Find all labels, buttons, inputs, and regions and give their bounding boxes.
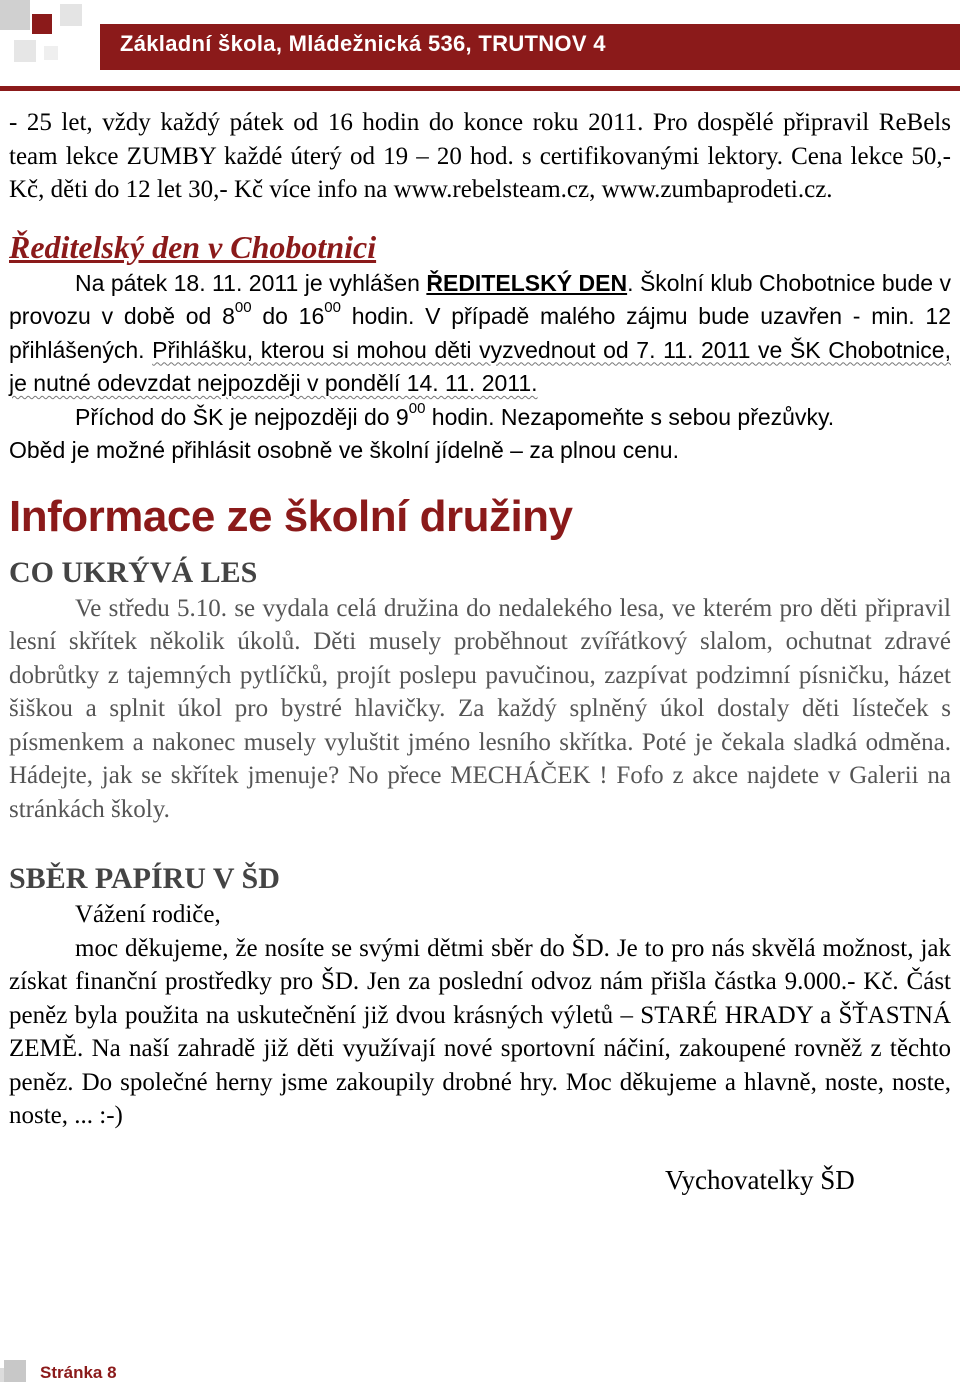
text-run: Příchod do ŠK je nejpozději do 9 <box>75 403 409 430</box>
papir-greeting: Vážení rodiče, <box>75 901 221 928</box>
header-decoration-square <box>0 0 30 30</box>
papir-heading: SBĚR PAPÍRU V ŠD <box>9 862 280 895</box>
page-content <box>9 96 951 1196</box>
header-decoration-square <box>32 14 52 34</box>
text-run: Na pátek 18. 11. 2011 je vyhlášen <box>75 269 427 296</box>
text-run: . Školní klub Chobotnice bude v provozu v době od 8 <box>9 269 951 329</box>
header-decoration-square <box>14 40 36 62</box>
lunch-paragraph: Oběd je možné přihlásit osobně ve školní jídelně – za plnou cenu. <box>9 437 679 463</box>
arrival-paragraph <box>9 401 951 435</box>
header-decoration-square <box>60 4 82 26</box>
page-number: Stránka 8 <box>40 1363 117 1382</box>
intro-paragraph: - 25 let, vždy každý pátek od 16 hodin do konce roku 2011. Pro dospělé připravil ReBels team lekce ZUMBY každé úterý od 19 – 20 hod. s certifikovanými lektory. Cena lekce 50,- Kč, děti do 12 let 30,- Kč více info na www.rebelsteam.cz, www.zumbaprodeti.cz. <box>9 109 951 203</box>
druzina-heading: Informace ze školní družiny <box>9 491 573 541</box>
reditelsky-den-heading: Ředitelský den v Chobotnici <box>9 228 377 265</box>
les-paragraph: Ve středu 5.10. se vydala celá družina do nedalekého lesa, ve kterém pro děti připravil lesní skřítek několik úkolů. Děti musely proběhnout zvířátkový slalom, ochutnat zdravé dobrůtky z tajemných pytlíčků, projít poslepu pavučinou, zazpívat podzimní písničku, házet šiškou a splnit úkol pro bystré hlavičky. Za každý splněný úkol dostaly děti lísteček s písmenkem a nakonec musely vyluštit jméno lesního skřítka. Poté je čekala sladká odměna. Hádejte, jak se skřítek jmenuje? No přece MECHÁČEK ! Fofo z akce najdete v Galerii na stránkách školy. <box>9 594 951 823</box>
reditelsky-paragraph <box>9 267 951 401</box>
footer-decoration-square <box>4 1360 26 1382</box>
header-decoration-square <box>44 46 58 60</box>
header-title: Základní škola, Mládežnická 536, TRUTNOV 4 <box>120 31 606 56</box>
papir-paragraph: moc děkujeme, že nosíte se svými dětmi sběr do ŠD. Je to pro nás skvělá možnost, jak získat finanční prostředky pro ŠD. Jen za poslední odvoz nám přišla částka 9.000.- Kč. Část peněz byla použita na uskutečnění již dvou krásných výletů – STARÉ HRADY a ŠŤASTNÁ ZEMĚ. Na naší zahradě již děti využívají nové sportovní náčiní, zakoupené rovněž z těchto peněz. Do společné herny jsme zakoupily drobné hry. Moc děkujeme a hlavně, noste, noste, noste, ... :-) <box>9 934 951 1129</box>
application-note: Přihlášku, kterou si mohou děti vyzvednout od 7. 11. 2011 ve ŠK Chobotnice, je nutné odevzdat nejpozději v pondělí 14. 11. 2011. <box>9 336 951 396</box>
text-run: do 16 <box>251 303 325 329</box>
time-superscript: 00 <box>234 299 252 316</box>
reditelsky-den-strong: ŘEDITELSKÝ DEN <box>426 269 628 296</box>
time-superscript: 00 <box>324 299 341 316</box>
text-run: hodin. V případě malého zájmu bude uzavřen - min. 12 přihlášených. <box>9 303 951 363</box>
les-heading: CO UKRÝVÁ LES <box>9 555 258 589</box>
time-superscript: 00 <box>408 399 426 417</box>
signature: Vychovatelky ŠD <box>665 1164 855 1195</box>
text-run: hodin. Nezapomeňte s sebou přezůvky. <box>425 403 835 430</box>
header-rule <box>0 86 960 91</box>
